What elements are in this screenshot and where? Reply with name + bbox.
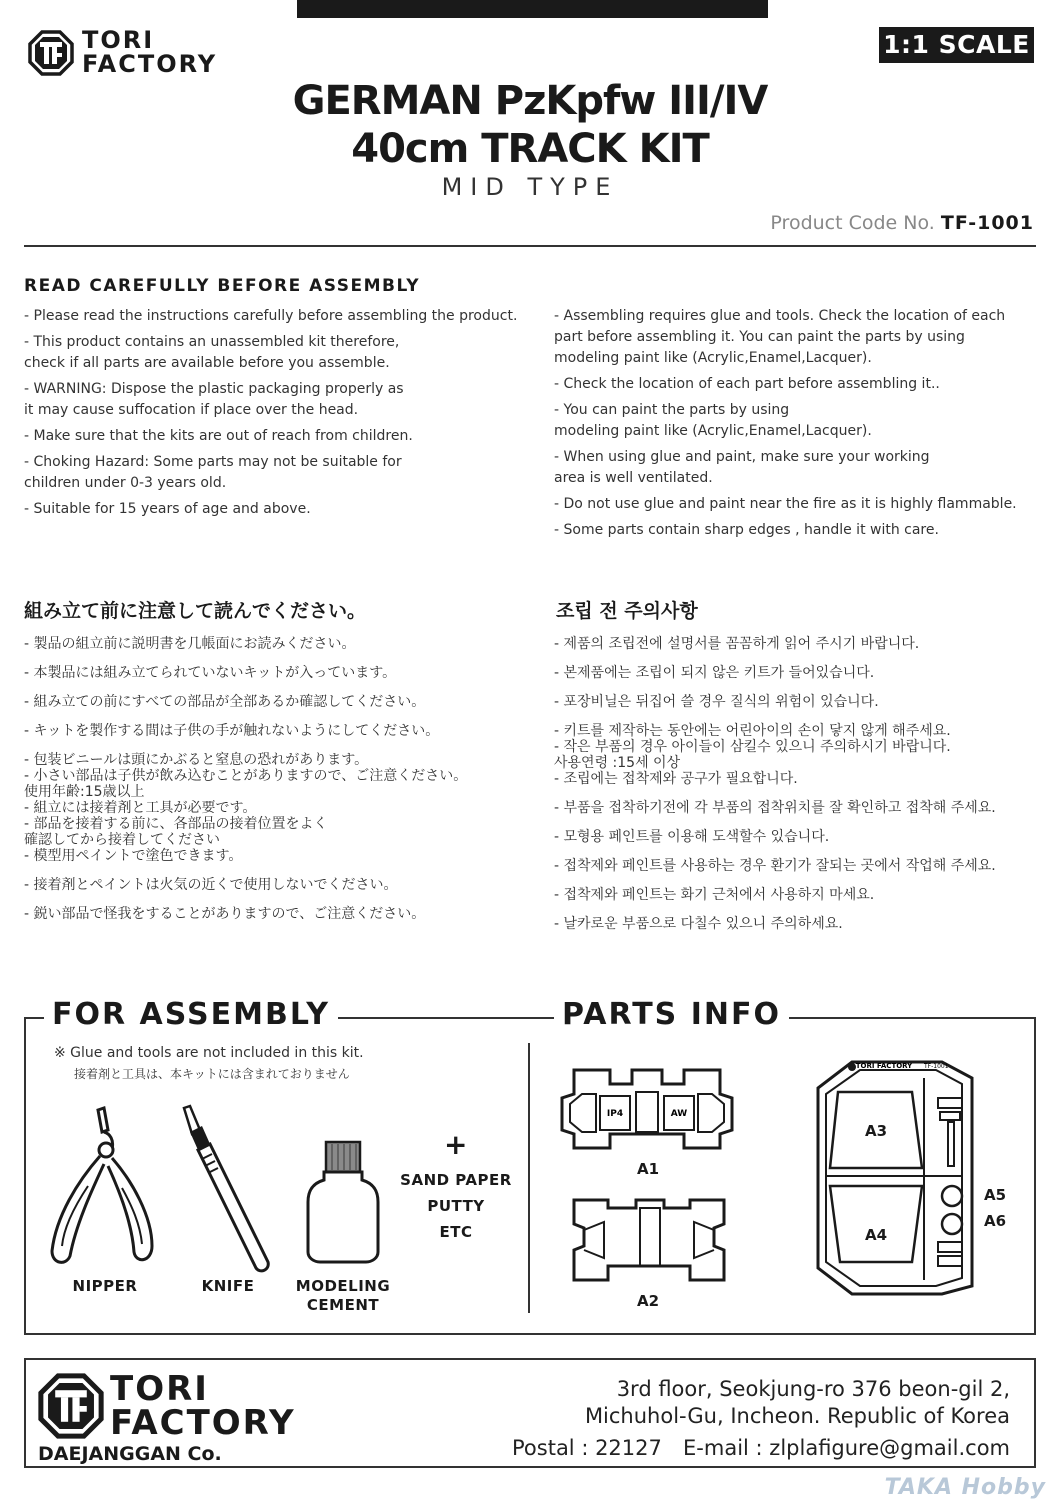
subtitle: MID TYPE — [441, 173, 619, 201]
knife-icon — [176, 1104, 276, 1274]
knife-label: KNIFE — [201, 1277, 255, 1295]
top-bar — [297, 0, 768, 18]
part-a4-label: A4 — [865, 1226, 888, 1244]
extras-line2: PUTTY — [427, 1197, 485, 1215]
nipper-label: NIPPER — [72, 1277, 138, 1295]
korean-note-item: - 모형용 페인트를 이용해 도색할수 있습니다. — [554, 829, 830, 845]
english-heading: READ CAREFULLY BEFORE ASSEMBLY — [24, 276, 421, 296]
assembly-heading: FOR ASSEMBLY — [44, 997, 338, 1032]
part-a1-label: A1 — [637, 1160, 660, 1178]
brand-line1: TORI — [82, 26, 155, 54]
parts-heading: PARTS INFO — [554, 997, 789, 1032]
part-a6-label: A6 — [984, 1212, 1007, 1230]
product-code-label: Product Code No. — [770, 212, 935, 234]
english-note-item: - Check the location of each part before assembling it.. — [554, 376, 940, 392]
product-code — [770, 212, 1034, 234]
english-note-item: - Make sure that the kits are out of reach from children. — [24, 428, 413, 444]
japanese-heading: 組み立て前に注意して読んでください。 — [24, 600, 367, 622]
email: E-mail : zlplafigure@gmail.com — [683, 1436, 1010, 1460]
english-note-item: - When using glue and paint, make sure your working area is well ventilated. — [554, 449, 930, 486]
address-line1: 3rd floor, Seokjung-ro 376 beon-gil 2, — [616, 1377, 1010, 1401]
title-line1: GERMAN PzKpfw III/IV — [292, 78, 768, 124]
product-code-value: TF-1001 — [940, 212, 1034, 234]
footer-logo-icon — [38, 1373, 104, 1439]
japanese-note-item: - 鋭い部品で怪我をすることがありますので、ご注意ください。 — [24, 906, 426, 922]
korean-notes — [554, 636, 1036, 945]
scale-badge: 1:1 SCALE — [879, 27, 1034, 63]
cement-label — [292, 1277, 394, 1315]
english-note-item: - Do not use glue and paint near the fire as it is highly flammable. — [554, 496, 1017, 512]
track-mark-1: IP4 — [606, 1109, 624, 1119]
japanese-note-item: - 製品の組立前に説明書を几帳面にお読みください。 — [24, 636, 356, 652]
track-link-a2-icon — [564, 1194, 734, 1286]
box-divider — [528, 1043, 530, 1313]
korean-note-item: - 부품을 접착하기전에 각 부품의 접착위치를 잘 확인하고 접착해 주세요. — [554, 800, 996, 816]
plus-sign: + — [444, 1128, 468, 1161]
japanese-note-item: - 包装ビニールは頭にかぶると窒息の恐れがあります。 - 小さい部品は子供が飲み込むことがありますので、ご注意ください。 使用年齢:15歳以上 - 組立には接着剤と工具が必要です。 - 部品を接着する前に、各部品の接着位置をよく 確認してから接着してください - 模型用ペイントで塗色できます。 — [24, 752, 468, 864]
brand-line2: FACTORY — [82, 50, 218, 78]
watermark: TAKA Hobby — [884, 1475, 1046, 1500]
cement-label-line2: CEMENT — [306, 1296, 380, 1314]
english-note-item: - This product contains an unassembled kit therefore, check if all parts are available before you assemble. — [24, 334, 400, 371]
footer-brand-line2: FACTORY — [110, 1403, 296, 1443]
cement-bottle-icon — [306, 1140, 380, 1264]
extras-label — [396, 1167, 516, 1245]
cement-label-line1: MODELING — [295, 1277, 391, 1295]
korean-note-item: - 키트를 제작하는 동안에는 어린아이의 손이 닿지 않게 해주세요. - 작은 부품의 경우 아이들이 삼킬수 있으니 주의하시기 바랍니다. 사용연령 :15세 이상 - 조립에는 접착제와 공구가 필요합니다. — [554, 723, 951, 787]
english-note-item: - Suitable for 15 years of age and above. — [24, 501, 311, 517]
title-line2: 40cm TRACK KIT — [351, 126, 709, 172]
korean-note-item: - 포장비닐은 뒤집어 쓸 경우 질식의 위험이 있습니다. — [554, 694, 879, 710]
address-line2: Michuhol-Gu, Incheon. Republic of Korea — [584, 1404, 1010, 1428]
extras-line3: ETC — [439, 1223, 473, 1241]
korean-heading: 조립 전 주의사항 — [556, 600, 698, 622]
tools-note-en: ※ Glue and tools are not included in this kit. — [54, 1045, 364, 1061]
english-note-item: - Some parts contain sharp edges , handle it with care. — [554, 522, 939, 538]
nipper-icon — [48, 1106, 160, 1271]
footer-company: DAEJANGGAN Co. — [38, 1443, 222, 1465]
brand-logo — [28, 28, 248, 78]
korean-note-item: - 본제품에는 조립이 되지 않은 키트가 들어있습니다. — [554, 665, 875, 681]
extras-line1: SAND PAPER — [400, 1171, 512, 1189]
header-divider — [24, 245, 1036, 247]
english-note-item: - Please read the instructions carefully before assembling the product. — [24, 308, 518, 324]
english-notes-left — [24, 306, 544, 525]
japanese-note-item: - 接着剤とペイントは火気の近くで使用しないでください。 — [24, 877, 398, 893]
english-note-item: - Assembling requires glue and tools. Check the location of each part before assembling it. You can paint the parts by using modeling paint like (Acrylic,Enamel,Lacquer). — [554, 308, 1006, 366]
japanese-notes — [24, 636, 544, 935]
japanese-note-item: - キットを製作する間は子供の手が触れないようにしてください。 — [24, 723, 440, 739]
japanese-note-item: - 組み立ての前にすべての部品が全部あるか確認してください。 — [24, 694, 426, 710]
track-mark-2: AW — [670, 1109, 688, 1119]
korean-note-item: - 제품의 조립전에 설명서를 꼼꼼하게 읽어 주시기 바랍니다. — [554, 636, 920, 652]
part-a2-label: A2 — [637, 1292, 660, 1310]
postal-code: Postal : 22127 — [512, 1436, 662, 1460]
english-notes-right — [554, 306, 1036, 546]
korean-note-item: - 접착제와 페인트를 사용하는 경우 환기가 잘되는 곳에서 작업해 주세요. — [554, 858, 996, 874]
part-a5-label: A5 — [984, 1186, 1007, 1204]
sprue-code: TF-1001 — [924, 1063, 949, 1070]
part-a3-label: A3 — [865, 1122, 888, 1140]
english-note-item: - WARNING: Dispose the plastic packaging properly as it may cause suffocation if place over the head. — [24, 381, 404, 418]
korean-note-item: - 날카로운 부품으로 다칠수 있으니 주의하세요. — [554, 916, 843, 932]
tools-note-jp: 接着剤と工具は、本キットには含まれておりません — [74, 1067, 350, 1081]
english-note-item: - Choking Hazard: Some parts may not be suitable for children under 0-3 years old. — [24, 454, 402, 491]
track-link-a1-icon — [554, 1064, 740, 1154]
tori-logo-icon — [28, 30, 74, 76]
footer-brand-line1: TORI — [110, 1369, 209, 1409]
sprue-frame-icon — [812, 1058, 980, 1298]
english-note-item: - You can paint the parts by using modeling paint like (Acrylic,Enamel,Lacquer). — [554, 402, 872, 439]
sprue-brand: TORI FACTORY — [855, 1062, 913, 1070]
japanese-note-item: - 本製品には組み立てられていないキットが入っています。 — [24, 665, 397, 681]
korean-note-item: - 접착제와 페인트는 화기 근처에서 사용하지 마세요. — [554, 887, 875, 903]
